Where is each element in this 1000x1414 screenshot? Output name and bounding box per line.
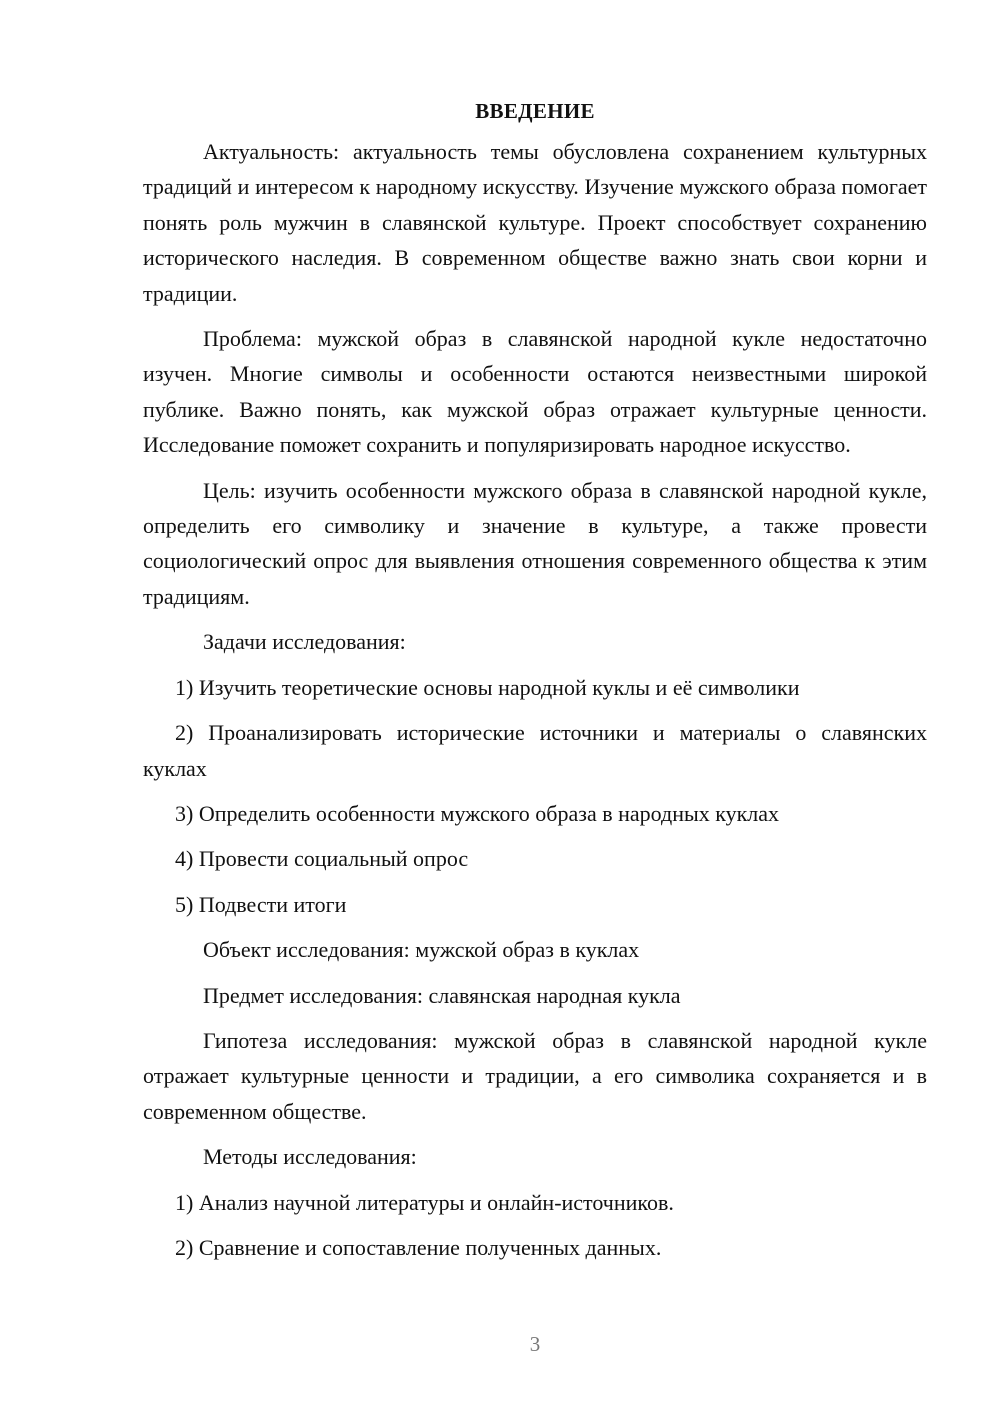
subject-paragraph: Предмет исследования: славянская народная кукла bbox=[203, 982, 681, 1008]
task-item-1: 1) Изучить теоретические основы народной куклы и её символики bbox=[175, 674, 800, 700]
methods-title: Методы исследования: bbox=[203, 1144, 417, 1170]
tasks-title: Задачи исследования: bbox=[203, 629, 406, 655]
document-page bbox=[143, 96, 927, 1265]
task-item-5: 5) Подвести итоги bbox=[175, 891, 347, 917]
method-item-2: 2) Сравнение и сопоставление полученных данных. bbox=[175, 1234, 662, 1260]
object-paragraph: Объект исследования: мужской образ в куклах bbox=[203, 937, 640, 963]
hypothesis-paragraph: Гипотеза исследования: мужской образ в славянской народной кукле отражает культурные ценности и традиции, а его символика сохраняется и в современном обществе. bbox=[143, 1027, 927, 1124]
goal-paragraph: Цель: изучить особенности мужского образа в славянской народной кукле, определить его символику и значение в культуре, а также провести социологический опрос для выявления отношения современного общества к этим традициям. bbox=[143, 477, 927, 609]
page-title: ВВЕДЕНИЕ bbox=[475, 99, 595, 123]
relevance-paragraph: Актуальность: актуальность темы обусловлена сохранением культурных традиций и интересом к народному искусству. Изучение мужского образа помогает понять роль мужчин в славянской культуре. Проект способствует сохранению исторического наследия. В современном обществе важно знать свои корни и традиции. bbox=[143, 139, 927, 306]
problem-paragraph: Проблема: мужской образ в славянской народной кукле недостаточно изучен. Многие символы и особенности остаются неизвестными широкой публике. Важно понять, как мужской образ отражает культурные ценности. Исследование поможет сохранить и популяризировать народное искусство. bbox=[143, 326, 927, 458]
task-item-3: 3) Определить особенности мужского образа в народных куклах bbox=[175, 800, 780, 826]
task-item-4: 4) Провести социальный опрос bbox=[175, 846, 469, 872]
page-number: 3 bbox=[529, 1332, 541, 1356]
task-item-2: 2) Проанализировать исторические источники и материалы о славянских куклах bbox=[143, 720, 927, 781]
method-item-1: 1) Анализ научной литературы и онлайн-источников. bbox=[175, 1189, 674, 1215]
